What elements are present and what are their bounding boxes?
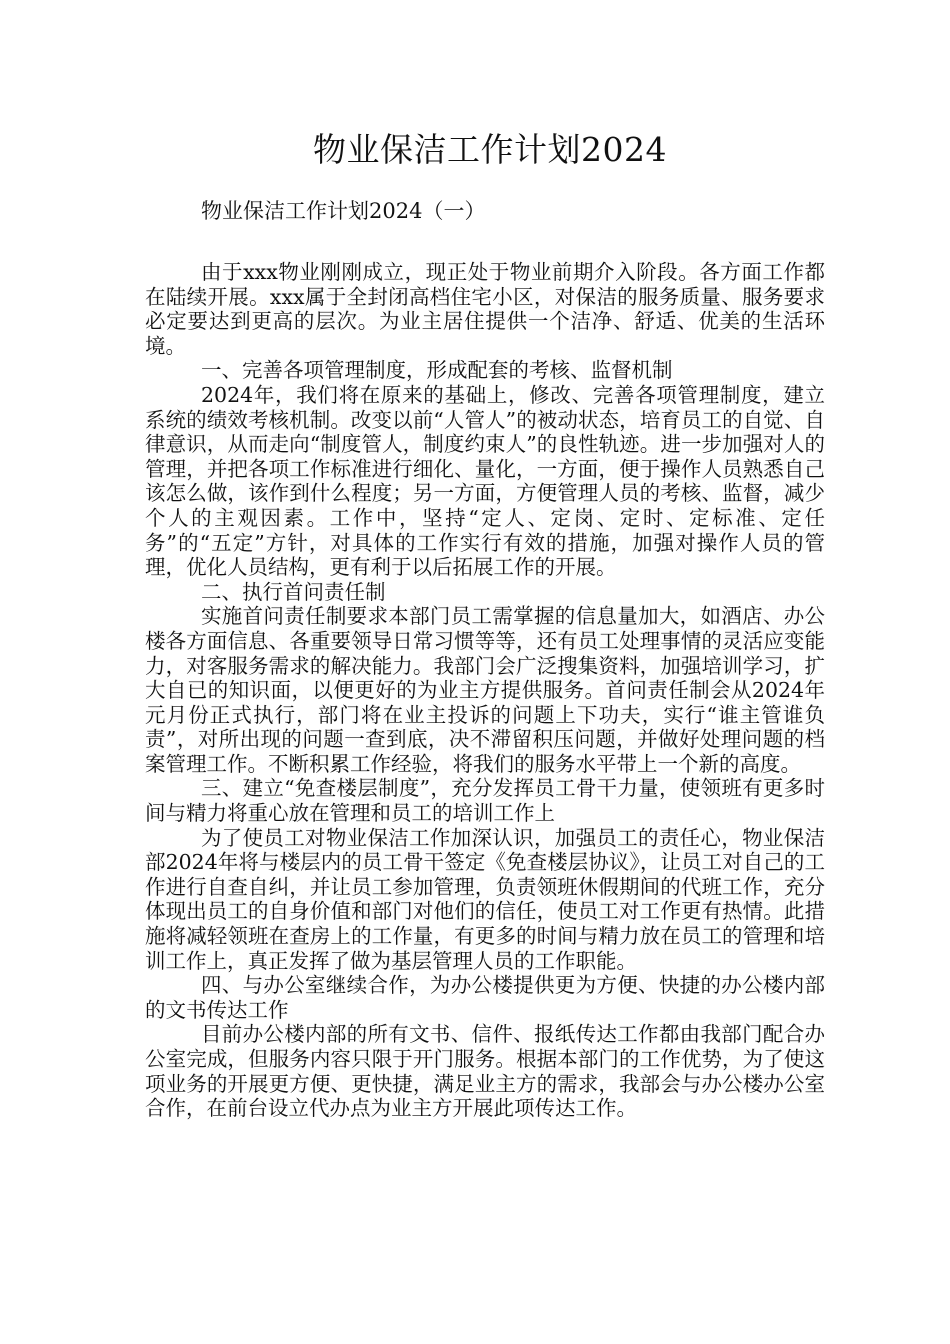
document-body bbox=[145, 260, 825, 1121]
section-heading-3: 三、建立“免查楼层制度”，充分发挥员工骨干力量，使领班有更多时间与精力将重心放在管理和员工的培训工作上 bbox=[145, 776, 825, 826]
document-title: 物业保洁工作计划2024 bbox=[313, 130, 667, 169]
section-heading-2: 二、执行首问责任制 bbox=[201, 579, 386, 604]
document-subtitle: 物业保洁工作计划2024（一） bbox=[201, 199, 486, 223]
paragraph-section-1: 2024年，我们将在原来的基础上，修改、完善各项管理制度，建立系统的绩效考核机制。改变以前“人管人”的被动状态，培育员工的自觉、自律意识，从而走向“制度管人，制度约束人”的良性轨迹。进一步加强对人的管理，并把各项工作标准进行细化、量化，一方面，便于操作人员熟悉自己该怎么做，该作到什么程度；另一方面，方便管理人员的考核、监督，减少个人的主观因素。工作中，坚持“定人、定岗、定时、定标准、定任务”的“五定”方针，对具体的工作实行有效的措施，加强对操作人员的管理，优化人员结构，更有利于以后拓展工作的开展。 bbox=[145, 382, 825, 580]
paragraph-section-3: 为了使员工对物业保洁工作加深认识，加强员工的责任心，物业保洁部2024年将与楼层内的员工骨干签定《免查楼层协议》，让员工对自己的工作进行自查自纠，并让员工参加管理，负责领班休假期间的代班工作，充分体现出员工的自身价值和部门对他们的信任，使员工对工作更有热情。此措施将减轻领班在查房上的工作量，有更多的时间与精力放在员工的管理和培训工作上，真正发挥了做为基层管理人员的工作职能。 bbox=[145, 825, 825, 973]
paragraph-intro: 由于xxx物业刚刚成立，现正处于物业前期介入阶段。各方面工作都在陆续开展。xxx属于全封闭高档住宅小区，对保洁的服务质量、服务要求必定要达到更高的层次。为业主居住提供一个洁净、舒适、优美的生活环境。 bbox=[145, 260, 825, 358]
section-heading-4: 四、与办公室继续合作，为办公楼提供更为方便、快捷的办公楼内部的文书传达工作 bbox=[145, 973, 825, 1022]
paragraph-section-2: 实施首问责任制要求本部门员工需掌握的信息量加大，如酒店、办公楼各方面信息、各重要领导日常习惯等等，还有员工处理事情的灵活应变能力，对客服务需求的解决能力。我部门会广泛搜集资料，加强培训学习，扩大自已的知识面，以便更好的为业主方提供服务。首问责任制会从2024年元月份正式执行，部门将在业主投诉的问题上下功夫，实行“谁主管谁负责”，对所出现的问题一查到底，决不滞留积压问题，并做好处理问题的档案管理工作。不断积累工作经验，将我们的服务水平带上一个新的高度。 bbox=[145, 604, 825, 776]
document-page bbox=[145, 128, 825, 1121]
paragraph-section-4: 目前办公楼内部的所有文书、信件、报纸传达工作都由我部门配合办公室完成，但服务内容只限于开门服务。根据本部门的工作优势，为了使这项业务的开展更方便、更快捷，满足业主方的需求，我部会与办公楼办公室合作，在前台设立代办点为业主方开展此项传达工作。 bbox=[145, 1022, 825, 1121]
section-heading-1: 一、完善各项管理制度，形成配套的考核、监督机制 bbox=[201, 358, 673, 383]
